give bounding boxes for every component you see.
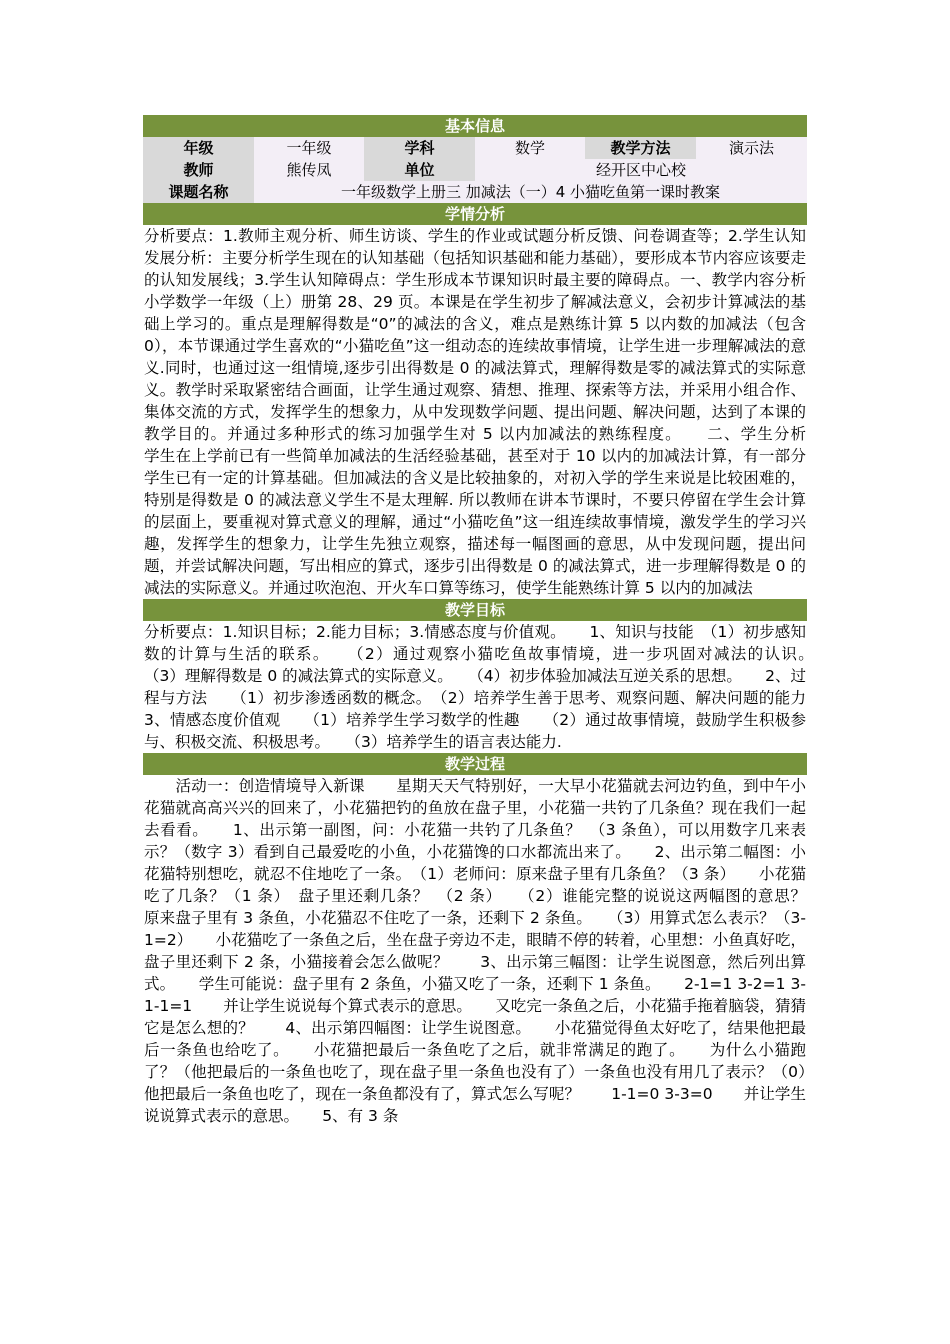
basic-info-header: 基本信息 [143,115,807,137]
process-text: 活动一：创造情境导入新课 星期天天气特别好，一大早小花猫就去河边钓鱼，到中午小花猫就高高兴兴的回来了，小花猫把钓的鱼放在盘子里，小花猫一共钓了几条鱼？现在我们一起去看看。 1、出示第一副图，问：小花猫一共钓了几条鱼？ （3 条鱼），可以用数字几来表示？（数字 3）看到自己最爱吃的小鱼，小花猫馋的口水都流出来了。 2、出示第二幅图：小花猫特别想吃，就忍不住地吃了一条。 （1）老师问：原来盘子里有几条鱼？（3 条） 小花猫吃了几条？（1 条） 盘子里还剩几条？ （2 条） （2）谁能完整的说说这两幅图的意思？ 原来盘子里有 3 条鱼，小花猫忍不住吃了一条，还剩下 2 条鱼。 （3）用算式怎么表示？（3-1=2） 小花猫吃了一条鱼之后，坐在盘子旁边不走，眼睛不停的转着，心里想：小鱼真好吃，盘子里还剩下 2 条，小猫接着会怎么做呢？ 3、出示第三幅图：让学生说图意，然后列出算式。 学生可能说：盘子里有 2 条鱼，小猫又吃了一条，还剩下 1 条鱼。 2-1=1 3-2=1 3-1-1=1 并让学生说说每个算式表示的意思。 又吃完一条鱼之后，小花猫手拖着脑袋，猜猜它是怎么想的？ 4、出示第四幅图：让学生说图意。 小花猫觉得鱼太好吃了，结果他把最后一条鱼也给吃了。 小花猫把最后一条鱼吃了之后，就非常满足的跑了。 为什么小猫跑了？（他把最后的一条鱼也吃了，现在盘子里一条鱼也没有了）一条鱼也没有用几了表示？（0） 他把最后一条鱼也吃了，现在一条鱼都没有了，算式怎么写呢？ 1-1=0 3-3=0 并让学生说说算式表示的意思。 5、有 3 条 [144,777,838,1125]
unit-label: 单位 [364,159,475,181]
teacher-label: 教师 [143,159,254,181]
subject-value: 数学 [475,137,585,159]
info-row-lesson [143,181,807,203]
method-label: 教学方法 [585,137,696,159]
basic-info-table [143,137,807,203]
unit-value: 经开区中心校 [475,159,807,181]
objectives-header: 教学目标 [143,599,807,621]
info-row-grade [143,137,807,159]
teacher-value: 熊传凤 [254,159,364,181]
process-header: 教学过程 [143,753,807,775]
grade-value: 一年级 [254,137,364,159]
method-value: 演示法 [696,137,807,159]
grade-label: 年级 [143,137,254,159]
subject-label: 学科 [364,137,475,159]
analysis-header: 学情分析 [143,203,807,225]
analysis-text: 分析要点：1.教师主观分析、师生访谈、学生的作业或试题分析反馈、问卷调查等；2.学生认知发展分析：主要分析学生现在的认知基础（包括知识基础和能力基础），要形成本节内容应该要走的认知发展线；3.学生认知障碍点：学生形成本节课知识时最主要的障碍点。一、教学内容分析 小学数学一年级（上）册第 28、29 页。本课是在学生初步了解减法意义，会初步计算减法的基础上学习的。重点是理解得数是“0”的减法的含义，难点是熟练计算 5 以内数的加减法（包含 0），本节课通过学生喜欢的“小猫吃鱼”这一组动态的连续故事情境，让学生进一步理解减法的意义.同时，也通过这一组情境,逐步引出得数是 0 的减法算式，理解得数是零的减法算式的实际意义。教学时采取紧密结合画面，让学生通过观察、猜想、推理、探索等方法，并采用小组合作、集体交流的方式，发挥学生的想象力，从中发现数学问题、提出问题、解决问题，达到了本课的教学目的。并通过多种形式的练习加强学生对 5 以内加减法的熟练程度。 二、学生分析 学生在上学前已有一些简单加减法的生活经验基础，甚至对于 10 以内的加减法计算，有一部分学生已有一定的计算基础。但加减法的含义是比较抽象的，对初入学的学生来说是比较困难的，特别是得数是 0 的减法意义学生不是太理解. 所以教师在讲本节课时，不要只停留在学生会计算的层面上，要重视对算式意义的理解，通过“小猫吃鱼”这一组连续故事情境，激发学生的学习兴趣，发挥学生的想象力，让学生先独立观察，描述每一幅图画的意思，从中发现问题，提出问题，并尝试解决问题，写出相应的算式，逐步引出得数是 0 的减法算式，进一步理解得数是 0 的减法的实际意义。并通过吹泡泡、开火车口算等练习，使学生能熟练计算 5 以内的加减法 [144,227,838,597]
objectives-text: 分析要点：1.知识目标；2.能力目标；3.情感态度与价值观。 1、知识与技能 （1）初步感知数的计算与生活的联系。 （2）通过观察小猫吃鱼故事情境，进一步巩固对减法的认识。 （3）理解得数是 0 的减法算式的实际意义。 （4）初步体验加减法互逆关系的思想。 2、过程与方法 （1）初步渗透函数的概念。 （2）培养学生善于思考、观察问题、解决问题的能力 3、情感态度价值观 （1）培养学生学习数学的性趣 （2）通过故事情境，鼓励学生积极参与、积极交流、积极思考。 （3）培养学生的语言表达能力. [144,623,838,751]
info-row-teacher [143,159,807,181]
lesson-plan-sheet [143,115,838,1127]
lesson-label: 课题名称 [143,181,254,203]
lesson-title: 一年级数学上册三 加减法（一）4 小猫吃鱼第一课时教案 [254,181,807,203]
